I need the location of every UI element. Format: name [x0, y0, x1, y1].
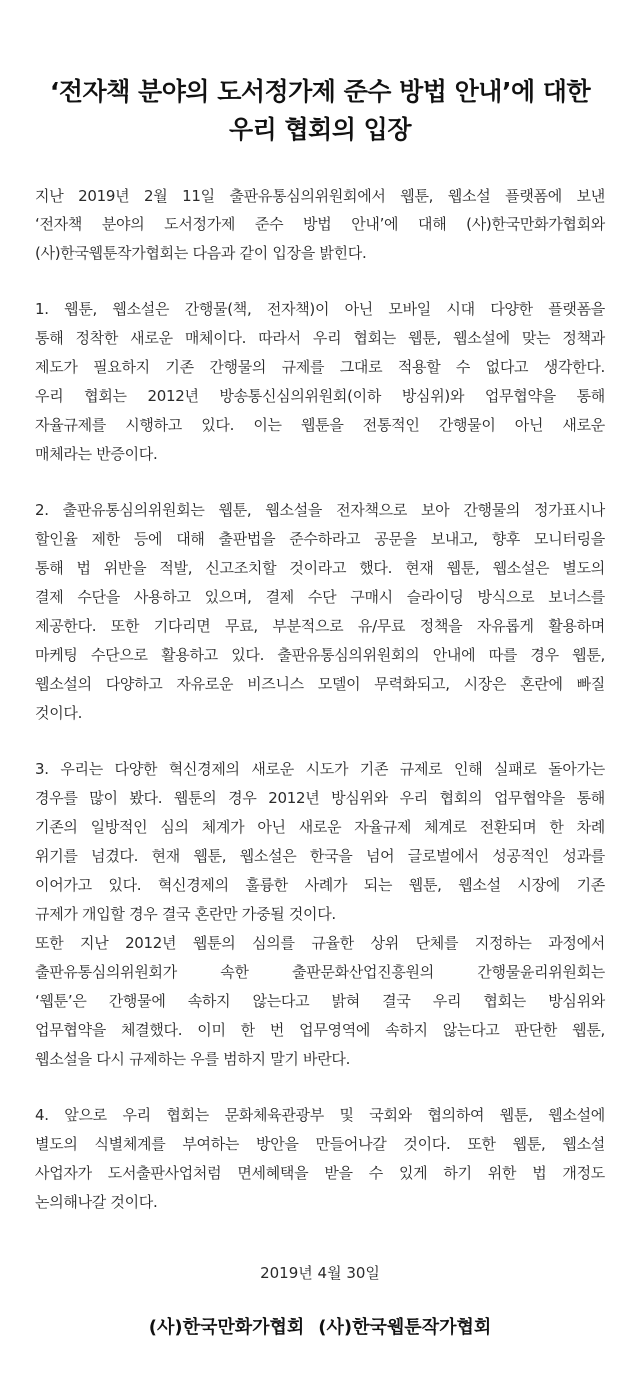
section1-line-4: 우리 협회는 2012년 방송통신심의위원회(이하 방심위)와 업무협약을 통해 — [35, 387, 605, 405]
section3-line-7: 또한 지난 2012년 웹툰의 심의를 규율한 상위 단체를 지정하는 과정에서 — [35, 934, 605, 952]
section3-line-6: 규제가 개입할 경우 결국 혼란만 가중될 것이다. — [35, 905, 336, 923]
intro-line-1: 지난 2019년 2월 11일 출판유통심의위원회에서 웹툰, 웹소설 플랫폼에 보낸 — [35, 187, 605, 205]
section2-line-2: 할인율 제한 등에 대해 출판법을 준수하라고 공문을 보내고, 향후 모니터링을 — [35, 530, 605, 548]
section2-line-7: 웹소설의 다양하고 자유로운 비즈니스 모델이 무력화되고, 시장은 혼란에 빠질 — [35, 675, 605, 693]
section3-line-11: 웹소설을 다시 규제하는 우를 범하지 말기 바란다. — [35, 1050, 351, 1068]
section4-line-3: 사업자가 도서출판사업처럼 면세혜택을 받을 수 있게 하기 위한 법 개정도 — [35, 1164, 605, 1182]
section4-line-1: 4. 앞으로 우리 협회는 문화체육관광부 및 국회와 협의하여 웹툰, 웹소설에 — [35, 1106, 605, 1124]
section3-line-5: 이어가고 있다. 혁신경제의 훌륭한 사례가 되는 웹툰, 웹소설 시장에 기존 — [35, 876, 605, 894]
section1-line-2: 통해 정착한 새로운 매체이다. 따라서 우리 협회는 웹툰, 웹소설에 맞는 정책과 — [35, 329, 605, 347]
section3-line-9: ‘웹툰’은 간행물에 속하지 않는다고 밝혀 결국 우리 협회는 방심위와 — [35, 992, 605, 1010]
section3-line-1: 3. 우리는 다양한 혁신경제의 새로운 시도가 기존 규제로 인해 실패로 돌아가는 — [35, 760, 605, 778]
section4-line-2: 별도의 식별체계를 부여하는 방안을 만들어나갈 것이다. 또한 웹툰, 웹소설 — [35, 1135, 605, 1153]
section1-line-5: 자율규제를 시행하고 있다. 이는 웹툰을 전통적인 간행물이 아닌 새로운 — [35, 416, 605, 434]
section2-line-6: 마케팅 수단으로 활용하고 있다. 출판유통심의위원회의 안내에 따를 경우 웹툰, — [35, 646, 605, 664]
section2-line-8: 것이다. — [35, 704, 83, 722]
section1-line-1: 1. 웹툰, 웹소설은 간행물(책, 전자책)이 아닌 모바일 시대 다양한 플랫폼을 — [35, 300, 605, 318]
signatories — [20, 1313, 620, 1339]
section2-line-3: 통해 법 위반을 적발, 신고조치할 것이라고 했다. 현재 웹툰, 웹소설은 별도의 — [35, 559, 605, 577]
section3-line-2: 경우를 많이 봤다. 웹툰의 경우 2012년 방심위와 우리 협회의 업무협약을 통해 — [35, 789, 605, 807]
section3-line-4: 위기를 넘겼다. 현재 웹툰, 웹소설은 한국을 넘어 글로벌에서 성공적인 성과를 — [35, 847, 605, 865]
section2-line-1: 2. 출판유통심의위원회는 웹툰, 웹소설을 전자책으로 보아 간행물의 정가표시나 — [35, 501, 605, 519]
document-title-line-1: ‘전자책 분야의 도서정가제 준수 방법 안내’에 대한 — [49, 77, 591, 106]
section4-line-4: 논의해나갈 것이다. — [35, 1193, 158, 1211]
section3-line-10: 업무협약을 체결했다. 이미 한 번 업무영역에 속하지 않는다고 판단한 웹툰, — [35, 1021, 605, 1039]
section1-line-6: 매체라는 반증이다. — [35, 445, 158, 463]
section2-line-5: 제공한다. 또한 기다리면 무료, 부분적으로 유/무료 정책을 자유롭게 활용하며 — [35, 617, 605, 635]
document-date: 2019년 4월 30일 — [260, 1264, 380, 1282]
intro-line-2: ‘전자책 분야의 도서정가제 준수 방법 안내’에 대해 (사)한국만화가협회와 — [35, 215, 605, 233]
section3-line-3: 기존의 일방적인 심의 체계가 아닌 새로운 자율규제 체계로 전환되며 한 차례 — [35, 818, 605, 836]
intro-line-3: (사)한국웹툰작가협회는 다음과 같이 입장을 밝힌다. — [35, 244, 367, 262]
section3-line-8: 출판유통심의위원회가 속한 출판문화산업진흥원의 간행물윤리위원회는 — [35, 963, 605, 981]
section1-line-3: 제도가 필요하지 기존 간행물의 규제를 그대로 적용할 수 없다고 생각한다. — [35, 358, 605, 376]
signatory-webtoon-writers-association: (사)한국웹툰작가협회 — [318, 1317, 492, 1338]
section2-line-4: 결제 수단을 사용하고 있으며, 결제 수단 구매시 슬라이딩 방식으로 보너스를 — [35, 588, 605, 606]
document-title-line-2: 우리 협회의 입장 — [229, 115, 411, 144]
signatory-cartoonists-association: (사)한국만화가협회 — [148, 1317, 305, 1338]
